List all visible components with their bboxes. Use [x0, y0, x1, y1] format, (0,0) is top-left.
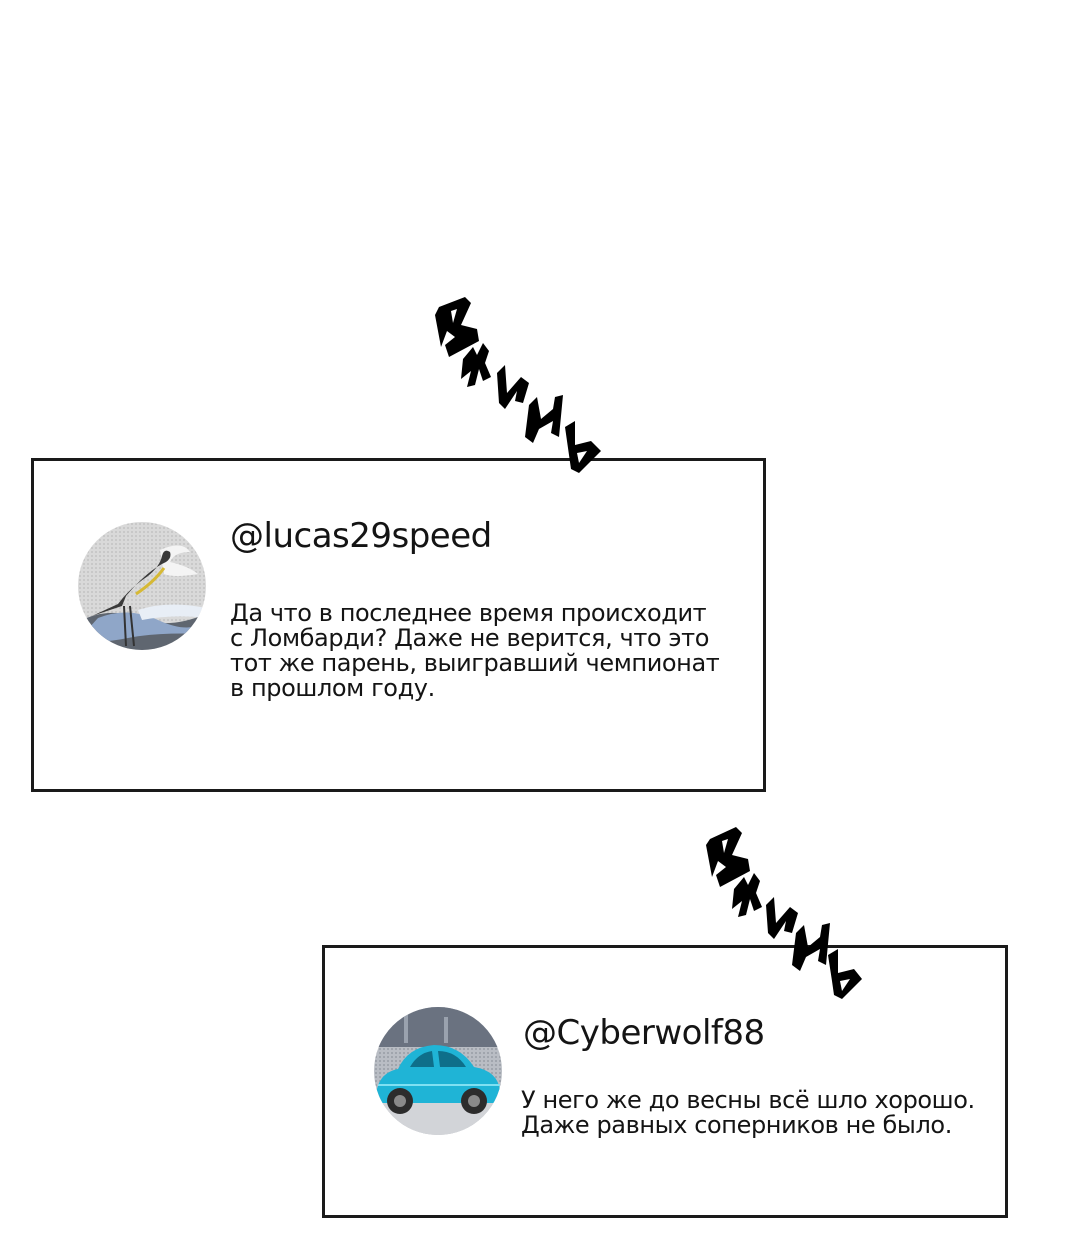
comment-card [31, 458, 766, 792]
comment-card [322, 945, 1008, 1218]
username[interactable]: @Cyberwolf88 [523, 1013, 765, 1053]
comment-text-line: Да что в последнее время происходит [230, 599, 707, 627]
comment-text-line: с Ломбарди? Даже не верится, что это [230, 624, 710, 652]
comment-text-line: в прошлом году. [230, 674, 435, 702]
comment-text [230, 601, 719, 701]
comment-text-line: Даже равных соперников не было. [521, 1111, 952, 1139]
vibration-sound-effect-bottom [700, 815, 870, 1005]
comment-text-line: тот же парень, выигравший чемпионат [230, 649, 720, 677]
comment-text [521, 1088, 975, 1138]
car-photo-avatar[interactable] [374, 1007, 502, 1135]
heron-photo-avatar[interactable] [78, 522, 206, 650]
comment-text-line: У него же до весны всё шло хорошо. [521, 1086, 975, 1114]
username[interactable]: @lucas29speed [230, 516, 492, 556]
vibration-sound-effect-top [425, 285, 615, 485]
